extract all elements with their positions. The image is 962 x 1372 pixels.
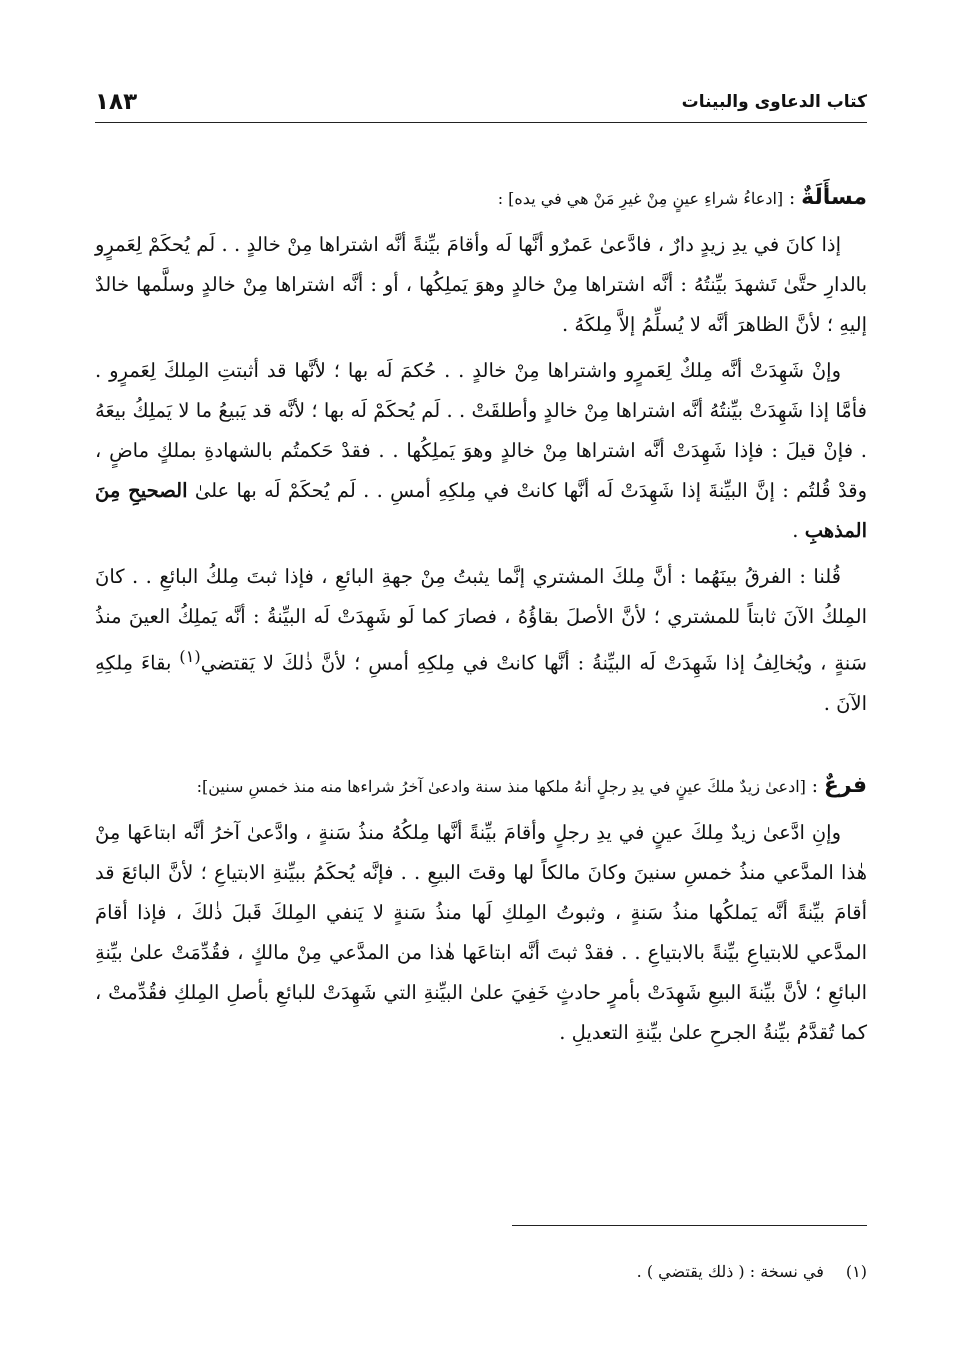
mas-ala-colon: :: [783, 188, 802, 209]
mas-ala-paragraph-3: [95, 557, 867, 724]
page-number: ١٨٣: [95, 89, 138, 115]
far-paragraph-1: وإنِ ادَّعىٰ زيدٌ مِلكَ عينٍ في يدِ رجلٍ وأقامَ بيِّنةً أنَّها مِلكُهُ منذُ سَنةٍ ، وادَّعىٰ آخرُ أنَّه ابتاعَها مِنْ هٰذا المدَّعي منذُ خمسِ سنينَ وكانَ مالكاً لها وقتَ البيعِ . . فإنَّه يُحكَمُ ببيِّنةِ الابتياعِ ؛ لأنَّ البائعَ قد أقامَ بيِّنةً أنَّه يَملكُها منذُ سَنةٍ ، وثبوتُ المِلكِ لَها منذُ سَنةٍ لا يَنفي المِلكَ قَبلَ ذٰلكَ ، فإذا أقامَ المدَّعي للابتياعِ بيِّنةً بالابتياعِ . . فقدْ ثبتَ أنَّه ابتاعَها هٰذا من المدَّعي مِنْ مالكٍ ، فقُدِّمَتْ علىٰ بيِّنةِ البائعِ ؛ لأنَّ بيِّنةَ البيعِ شَهِدَتْ بأمرٍ حادثٍ خَفِيَ علىٰ البيِّنةِ التي شَهِدَتْ للبائعِ بأصلِ المِلكِ فقُدِّمتْ ، كما تُقدَّمُ بيِّنةُ الجرحِ علىٰ بيِّنةِ التعديلِ .: [95, 820, 867, 1044]
footnote-reference: (١): [179, 647, 201, 666]
mas-ala-paragraph-2: [95, 351, 867, 551]
mas-ala-paragraph-1: إذا كانَ في يدِ زيدٍ دارٌ ، فادَّعىٰ عَمرٌو أنَّها لَه وأقامَ بيِّنةً أنَّه اشتراها مِنْ خالدٍ . . لَم يُحكَمْ لِعَمرٍو بالدارِ حتَّىٰ تَشهدَ بيِّنتُهُ : أنَّه اشتراها مِنْ خالدٍ وهوَ يَملِكُها ، أو : أنَّه اشتراها مِنْ خالدٍ وسلَّمها خالدٌ إليهِ ؛ لأنَّ الظاهرَ أنَّه لا يُسلِّمُ إلاَّ مِلكَهُ .: [95, 233, 867, 336]
far-subtitle: [ادعىٰ زيدٌ ملكَ عينٍ في يدِ رجلٍ أنهُ ملكها منذ سنة وادعىٰ آخرُ شراءها منه منذ خمسِ سنين]:: [196, 776, 806, 796]
far-heading: [95, 770, 867, 803]
footnote-text: في نسخة : ( ذلك يقتضي ) .: [636, 1262, 824, 1281]
mas-ala-paragraph-2-bold: الصحيحِ مِنَ المذهبِ: [95, 479, 867, 542]
page-body: [95, 182, 867, 1059]
mas-ala-paragraph-2-text: وإنْ شَهِدَتْ أنَّه مِلكٌ لِعَمرٍو واشتراها مِنْ خالدٍ . . حُكمَ لَه بها ؛ لأنَّها قد أثبتتِ المِلكَ لِعَمرٍو . فأمَّا إذا شَهِدَتْ بيِّنتُهُ أنَّه اشتراها مِنْ خالدٍ وأطلقَتْ . . لَم يُحكَمْ لَه بها ؛ لأنَّه قد يَبيعُ ما لا يَملِكُ بيعَهُ . فإنْ قيلَ : فإذا شَهِدَتْ أنَّه اشتراها مِنْ خالدٍ وهوَ يَملِكُها . . فقدْ حَكمتُم بالشهادةِ بملكٍ ماضٍ ، وقدْ قُلتُم : إنَّ البيِّنةَ إذا شَهِدَتْ لَه أنَّها كانتْ في مِلكِهِ أمسِ . . لَم يُحكَمْ لَه بها علىٰ: [95, 359, 867, 502]
far-label: فرعٌ: [823, 772, 867, 798]
footnote-marker: (١): [845, 1262, 867, 1281]
footnote-separator: [512, 1225, 867, 1226]
mas-ala-subtitle: [ادعاءُ شراءِ عينٍ مِنْ غيرِ مَنْ هي في يده] :: [497, 189, 784, 208]
mas-ala-paragraph-3-text: قُلنا : الفرقُ بينَهُما : أنَّ مِلكَ المشتري إنَّما يثبتُ مِنْ جهةِ البائعِ ، فإذا ثبتَ مِلكُ البائعِ . . كانَ المِلكُ الآنَ ثابتاً للمشتري ؛ لأنَّ الأصلَ بقاؤُهُ ، فصارَ كما لَو شَهِدَتْ لَه البيِّنةُ : أنَّه يَملِكُ العينَ منذُ سَنةٍ ، ويُخالِفُ إذا شَهِدَتْ لَه البيِّنةُ : أنَّها كانتْ في مِلكِهِ أمسِ ؛ لأنَّ ذٰلكَ لا يَقتضي: [95, 565, 867, 675]
book-title: كتاب الدعاوى والبينات: [681, 92, 867, 112]
mas-ala-label: مسأَلَةٌ: [801, 185, 867, 210]
mas-ala-paragraph-2-end: .: [792, 519, 805, 542]
mas-ala-heading: [95, 182, 867, 215]
mas-ala-paragraph-3-end: بقاءَ مِلكِهِ الآنَ .: [95, 651, 867, 715]
far-colon: :: [805, 775, 824, 797]
page-header: [95, 82, 867, 123]
footnote: [367, 1262, 867, 1281]
section-gap: [95, 730, 867, 770]
